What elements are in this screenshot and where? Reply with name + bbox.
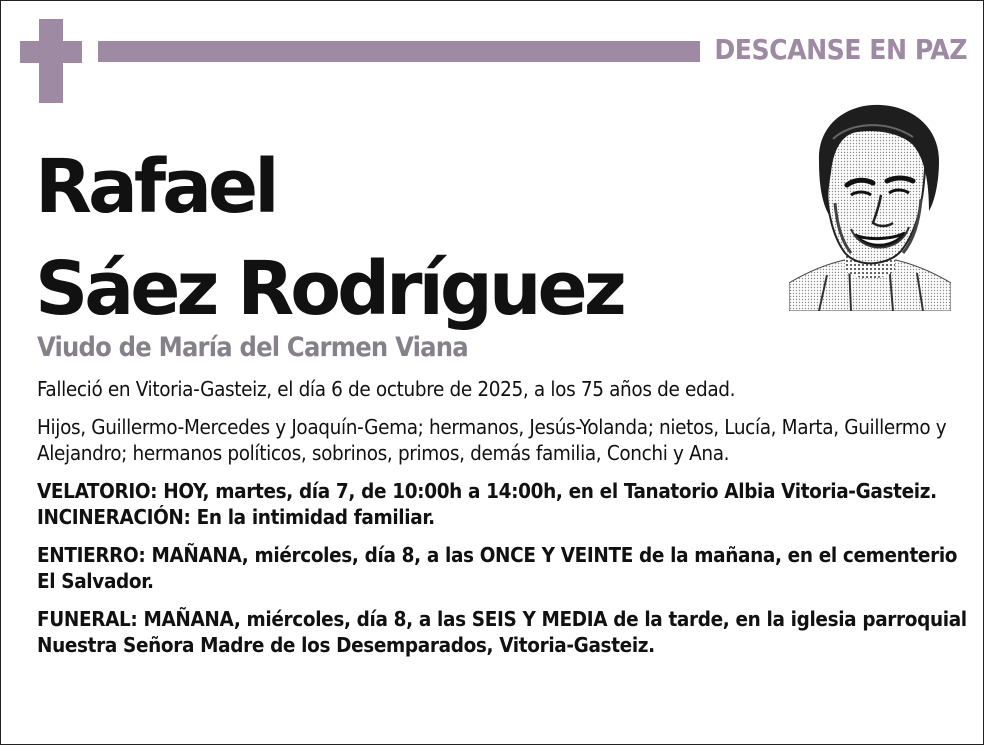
wake-paragraph: VELATORIO: HOY, martes, día 7, de 10:00h a 14:00h, en el Tanatorio Albia Vitoria-Gasteiz. INCINERACIÓN: En la intimidad familiar. [37, 478, 937, 529]
family-paragraph: Hijos, Guillermo-Mercedes y Joaquín-Gema; hermanos, Jesús-Yolanda; nietos, Lucía, Marta, Guillermo y Alejandro; hermanos políticos, sobrinos, primos, demás familia, Conchi y Ana. [37, 414, 947, 465]
header-label: DESCANSE EN PAZ [714, 33, 967, 66]
widower-subtitle: Viudo de María del Carmen Viana [37, 332, 468, 363]
deceased-surnames: Sáez Rodríguez [35, 246, 623, 332]
deceased-name [35, 136, 623, 340]
burial-paragraph: ENTIERRO: MAÑANA, miércoles, día 8, a las ONCE Y VEINTE de la mañana, en el cementerio El Salvador. [37, 542, 958, 593]
obituary-body [37, 376, 967, 670]
header-bar [98, 41, 700, 62]
cross-icon-horizontal [20, 41, 82, 63]
funeral-paragraph: FUNERAL: MAÑANA, miércoles, día 8, a las SEIS Y MEDIA de la tarde, en la iglesia parroquial Nuestra Señora Madre de los Desemparados, Vitoria-Gasteiz. [37, 606, 967, 657]
portrait-photo [789, 103, 951, 311]
deceased-first-name: Rafael [35, 144, 276, 230]
death-paragraph: Falleció en Vitoria-Gasteiz, el día 6 de octubre de 2025, a los 75 años de edad. [37, 377, 736, 401]
